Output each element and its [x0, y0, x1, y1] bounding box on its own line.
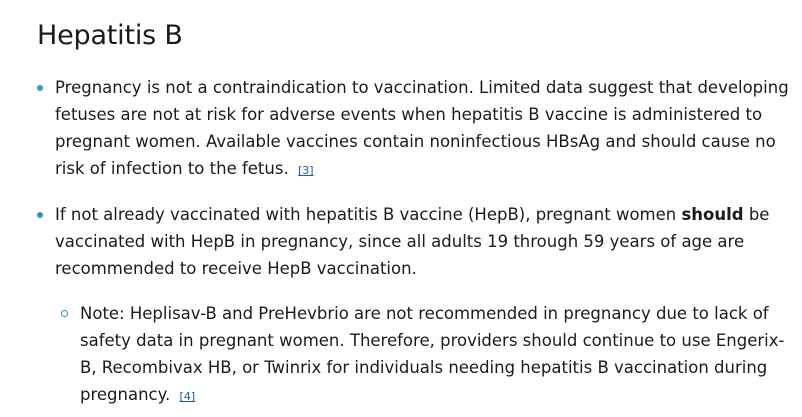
bullet-text-start: If not already vaccinated with hepatitis B vaccine (HepB), pregnant women — [55, 205, 682, 224]
sub-bullet-text: Note: Heplisav-B and PreHevbrio are not recommended in pregnancy due to lack of safety data in pregnant women. Therefore, providers should continue to use Engerix-B, Recombivax HB, or Twinrix for individuals needing hepatitis B vaccination during pregnancy. — [80, 304, 785, 404]
bullet-text-end: be vaccinated with HepB in pregnancy, since all adults 19 through 59 years of age are recommended to receive HepB vaccination. — [55, 205, 770, 278]
bullet-circle-icon — [61, 310, 68, 317]
citation-link-3[interactable]: [3] — [297, 164, 314, 177]
bullet-dot-icon — [37, 212, 43, 218]
bullet-list — [37, 74, 790, 410]
list-item — [37, 74, 790, 184]
citation-link-4[interactable]: [4] — [179, 390, 196, 403]
bullet-emphasis: should — [681, 205, 744, 224]
sub-list-item — [55, 300, 790, 410]
bullet-dot-icon — [37, 85, 43, 91]
sub-bullet-list — [55, 300, 790, 410]
list-item — [37, 201, 790, 410]
section-title: Hepatitis B — [37, 20, 183, 51]
bullet-text: Pregnancy is not a contraindication to vaccination. Limited data suggest that developing fetuses are not at risk for adverse events when hepatitis B vaccine is administered to pregnant women. Available vaccines contain noninfectious HBsAg and should cause no risk of infection to the fetus. — [55, 78, 789, 178]
